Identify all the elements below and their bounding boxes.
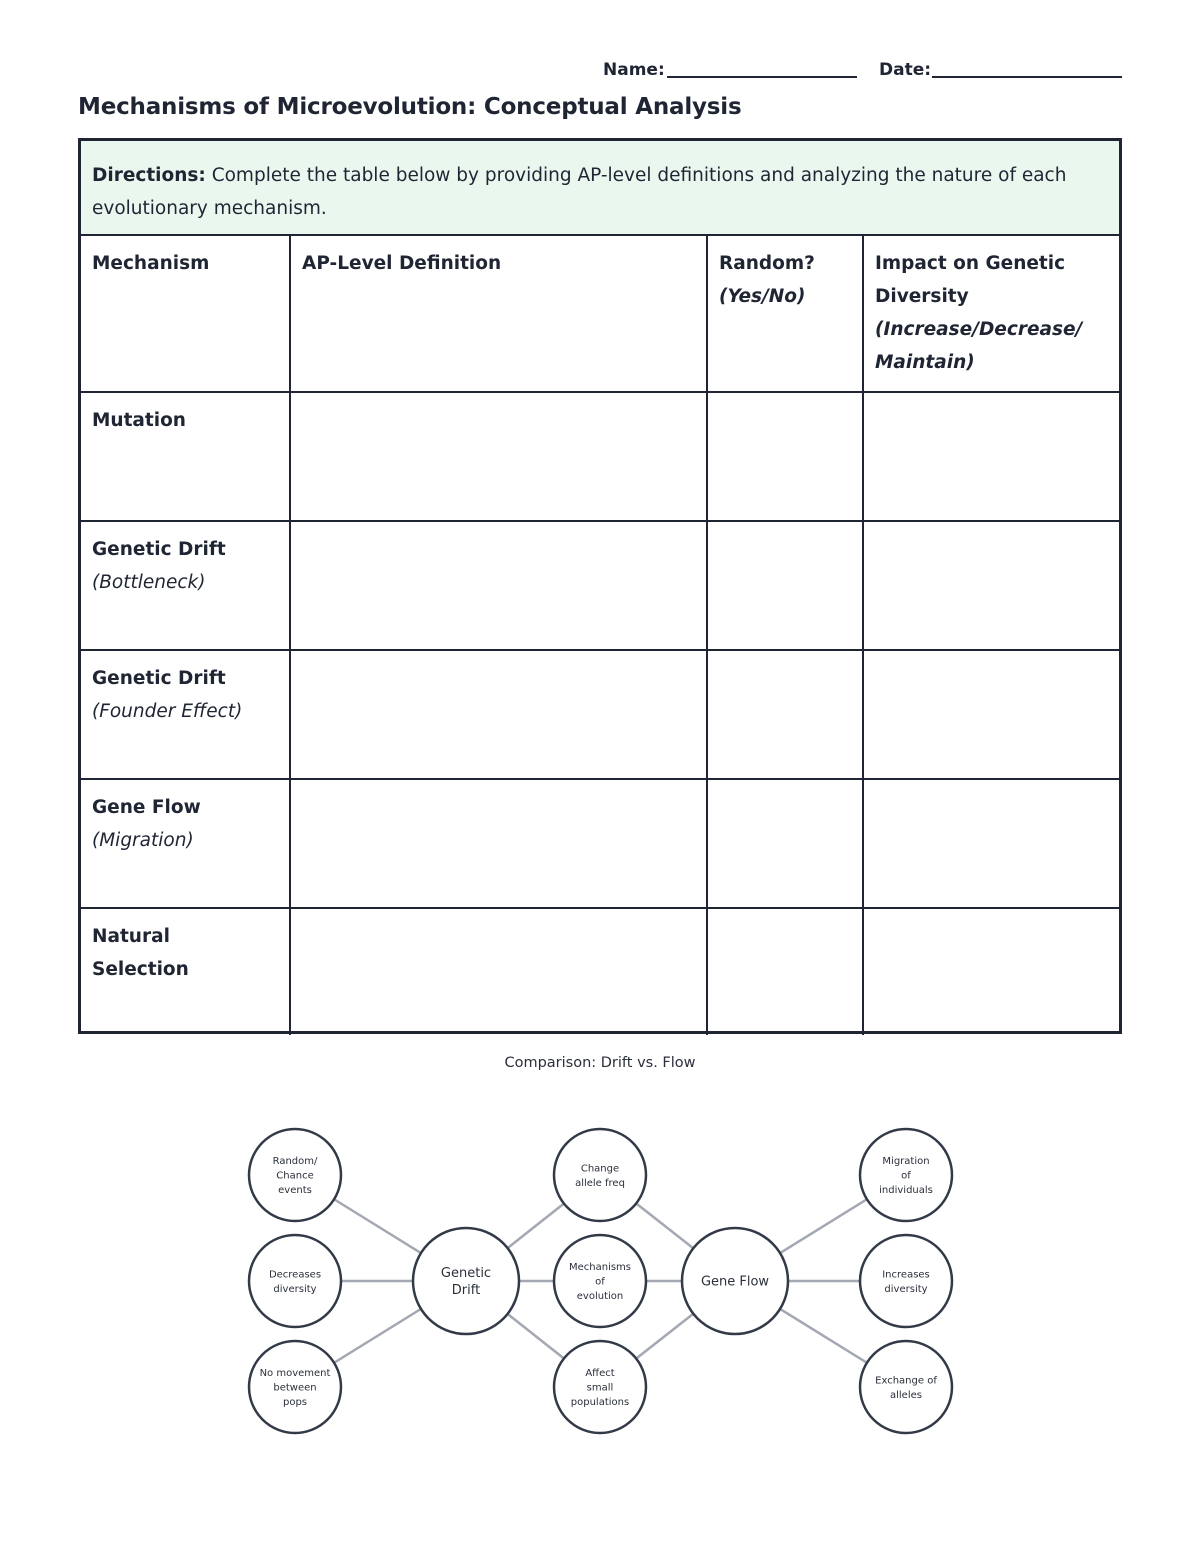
column-header-definition: AP-Level Definition: [290, 236, 707, 392]
column-header-random: Random? (Yes/No): [707, 236, 863, 392]
node-label: Chance: [276, 1170, 314, 1182]
node-label: Mechanisms: [568, 1262, 632, 1273]
node-label: small: [586, 1382, 614, 1394]
node-mech: [554, 1235, 646, 1327]
node-label: diversity: [273, 1283, 317, 1295]
node-label: Random/: [272, 1156, 318, 1167]
node-circle: [413, 1228, 519, 1334]
node-label: between: [273, 1382, 317, 1394]
node-label: Exchange of: [875, 1375, 937, 1387]
node-migration: [860, 1129, 952, 1221]
row-label-natural-selection: Natural Selection: [81, 908, 290, 1035]
node-label: Genetic: [440, 1266, 492, 1281]
node-label: Change: [580, 1163, 620, 1175]
column-header-mechanism: Mechanism: [81, 236, 290, 392]
node-flow: [682, 1228, 788, 1334]
directions-label: Directions:: [92, 165, 206, 186]
date-label: Date:: [879, 60, 932, 80]
node-label: events: [278, 1185, 312, 1196]
node-label: No movement: [259, 1368, 331, 1379]
node-label: Decreases: [268, 1269, 322, 1281]
node-label: populations: [570, 1397, 630, 1408]
row-label-bottleneck: Genetic Drift (Bottleneck): [81, 521, 290, 650]
directions-text: Complete the table below by providing AP-level definitions and analyzing the nature of each evolutionary mechanism.: [92, 165, 1067, 219]
node-decreases: [249, 1235, 341, 1327]
node-circle: [554, 1129, 646, 1221]
node-label: Gene Flow: [700, 1274, 770, 1290]
node-label: alleles: [890, 1389, 922, 1401]
node-label: of: [901, 1170, 911, 1182]
node-label: individuals: [879, 1185, 933, 1196]
page-title: Mechanisms of Microevolution: Conceptual Analysis: [78, 94, 742, 120]
node-random: [249, 1129, 341, 1221]
node-affect: [554, 1341, 646, 1433]
node-circle: [860, 1235, 952, 1327]
name-label: Name:: [603, 60, 665, 80]
row-label-mutation: Mutation: [81, 392, 290, 521]
node-exchange: [860, 1341, 952, 1433]
row-label-gene-flow: Gene Flow (Migration): [81, 779, 290, 908]
node-label: of: [595, 1276, 605, 1288]
node-circle: [860, 1341, 952, 1433]
node-label: Migration: [882, 1156, 930, 1167]
diagram-title: Comparison: Drift vs. Flow: [504, 1055, 696, 1071]
row-label-founder-effect: Genetic Drift (Founder Effect): [81, 650, 290, 779]
node-label: Affect: [585, 1368, 615, 1379]
node-increases: [860, 1235, 952, 1327]
node-label: diversity: [884, 1283, 928, 1295]
node-label: pops: [282, 1397, 308, 1408]
node-label: allele freq: [575, 1177, 625, 1189]
node-label: Drift: [451, 1283, 481, 1298]
node-circle: [249, 1235, 341, 1327]
node-label: Increases: [882, 1269, 930, 1281]
node-change: [554, 1129, 646, 1221]
node-label: evolution: [576, 1291, 624, 1302]
node-drift: [413, 1228, 519, 1334]
node-nomove: [249, 1341, 341, 1433]
column-header-impact: Impact on Genetic Diversity (Increase/Decrease/ Maintain): [863, 236, 1119, 392]
